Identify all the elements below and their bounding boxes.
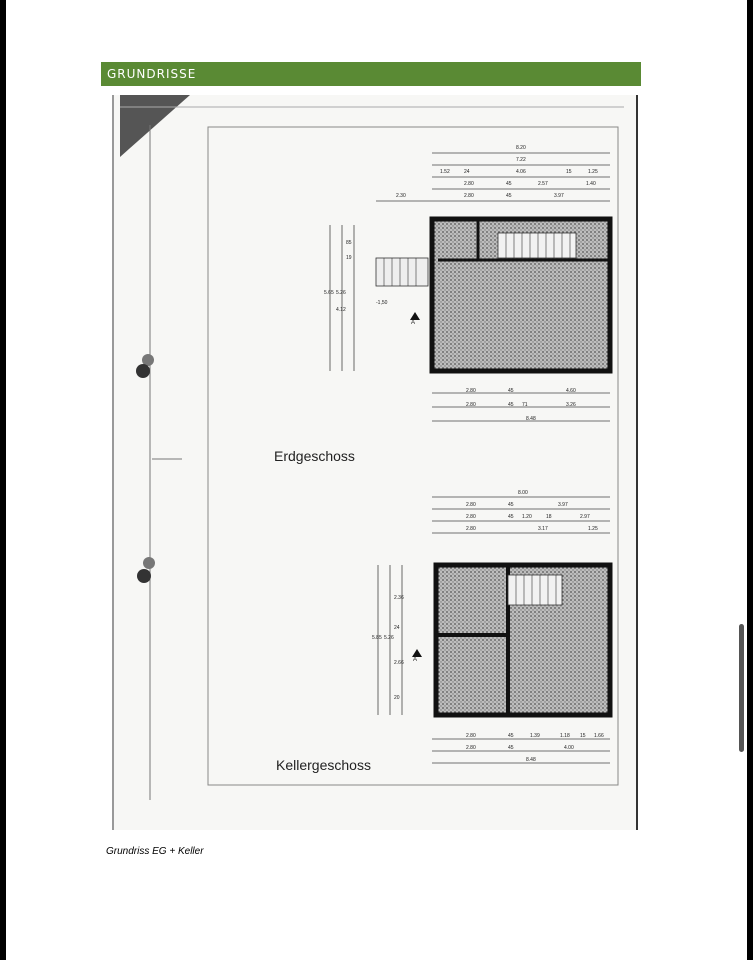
- dim-label: 5.26: [336, 290, 346, 296]
- dim-label: 2.80: [466, 402, 476, 408]
- dim-label: 45: [508, 402, 514, 408]
- floor-plan-scan: [112, 95, 638, 830]
- dim-label: 4.12: [336, 307, 346, 313]
- dim-label: 2.36: [394, 595, 404, 601]
- dim-label: 45: [508, 388, 514, 394]
- dim-label: 2.30: [396, 193, 406, 199]
- dim-label: 2.80: [466, 733, 476, 739]
- dim-label: 45: [508, 514, 514, 520]
- punch-hole: [143, 557, 155, 569]
- dim-label: 18: [546, 514, 552, 520]
- floor-plan-drawing: [114, 95, 636, 830]
- dim-label: 45: [508, 745, 514, 751]
- dim-label: 2.57: [538, 181, 548, 187]
- dim-label: 20: [394, 695, 400, 701]
- dim-label: 2.80: [464, 181, 474, 187]
- dim-label: 8.48: [526, 416, 536, 422]
- dim-label: 1.52: [440, 169, 450, 175]
- dim-label: 19: [346, 255, 352, 261]
- ground-floor-label: Erdgeschoss: [274, 448, 355, 464]
- dim-label: 8.20: [516, 145, 526, 151]
- dim-label: 1.66: [594, 733, 604, 739]
- dim-label: 3.97: [554, 193, 564, 199]
- corner-mark: [120, 95, 190, 157]
- scrollbar-thumb[interactable]: [739, 624, 744, 752]
- dim-label: 1.39: [530, 733, 540, 739]
- section-title: GRUNDRISSE: [107, 67, 197, 81]
- dim-label: 45: [508, 502, 514, 508]
- dim-label: 2.80: [466, 502, 476, 508]
- dim-label: 2.80: [466, 388, 476, 394]
- dim-label: 45: [508, 733, 514, 739]
- dim-label: 1.18: [560, 733, 570, 739]
- dim-label: 3.97: [558, 502, 568, 508]
- dim-label: 2.80: [464, 193, 474, 199]
- level-label: -1,50: [376, 300, 388, 306]
- dim-label: 85: [346, 240, 352, 246]
- dim-label: 2.80: [466, 745, 476, 751]
- dim-label: 1.40: [586, 181, 596, 187]
- dim-label: 3.17: [538, 526, 548, 532]
- dim-label: 5.85: [372, 635, 382, 641]
- dim-label: 2.66: [394, 660, 404, 666]
- dim-label: 4.60: [566, 388, 576, 394]
- punch-hole: [137, 569, 151, 583]
- ground-floor-plan: [376, 219, 610, 371]
- dim-label: 3.26: [566, 402, 576, 408]
- dim-label: 2.97: [580, 514, 590, 520]
- section-marker: A: [411, 320, 416, 326]
- dim-label: 5.26: [384, 635, 394, 641]
- figure-caption: Grundriss EG + Keller: [106, 846, 204, 857]
- dim-label: 24: [464, 169, 470, 175]
- punch-hole: [136, 364, 150, 378]
- dim-label: 5.65: [324, 290, 334, 296]
- dim-label: 7.22: [516, 157, 526, 163]
- dim-label: 2.80: [466, 526, 476, 532]
- dim-label: 8.00: [518, 490, 528, 496]
- dim-label: 8.48: [526, 757, 536, 763]
- dim-label: 45: [506, 181, 512, 187]
- dim-label: 71: [522, 402, 528, 408]
- dim-label: 1.20: [522, 514, 532, 520]
- dim-label: 1.25: [588, 526, 598, 532]
- dim-label: 4.06: [516, 169, 526, 175]
- dim-label: 45: [506, 193, 512, 199]
- dim-label: 15: [566, 169, 572, 175]
- dim-label: 2.80: [466, 514, 476, 520]
- dim-label: 1.25: [588, 169, 598, 175]
- dim-label: 24: [394, 625, 400, 631]
- dim-label: 15: [580, 733, 586, 739]
- basement-label: Kellergeschoss: [276, 757, 371, 773]
- basement-plan: [412, 565, 610, 715]
- dim-label: 4.00: [564, 745, 574, 751]
- section-marker: A: [413, 657, 418, 663]
- section-header: [101, 62, 641, 86]
